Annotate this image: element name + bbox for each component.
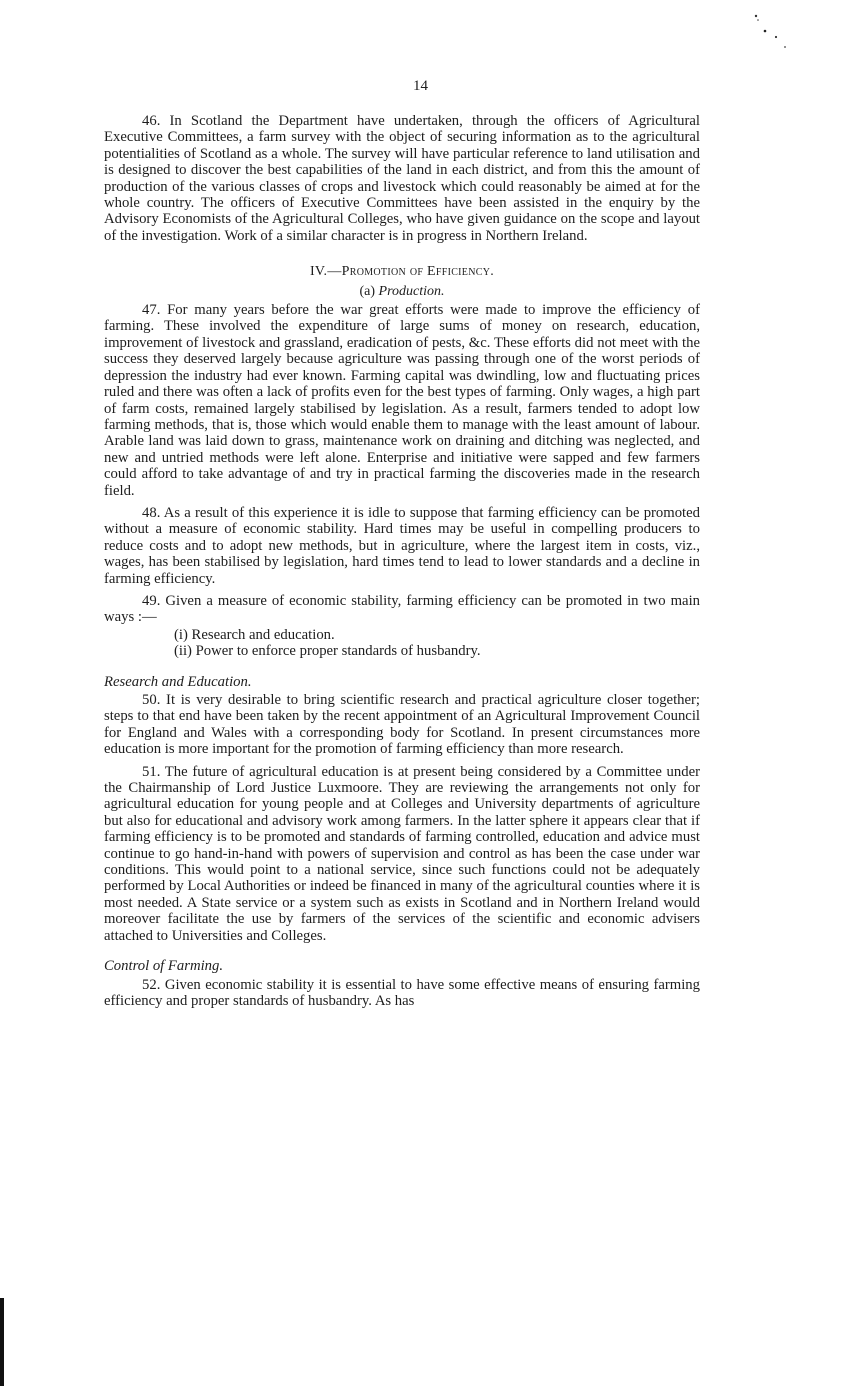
paragraph-52: 52. Given economic stability it is essential to have some effective means of ensuring farming efficiency and proper standards of husbandry. As has [104, 976, 700, 1009]
paragraph-47: 47. For many years before the war great efforts were made to improve the efficiency of farming. These involved the expenditure of large sums of money on research, education, improvement of livestock and grassland, eradication of pests, &c. These efforts did not meet with the success they deserved largely because agriculture was passing through one of the worst periods of depression the industry had ever known. Farming capital was dwindling, low and fluctuating prices ruled and there was often a lack of profits even for the best types of farming. Only wages, a high part of farm costs, remained largely stabilised by legislation. As a result, farmers tended to adopt low farming methods, that is, those which would enable them to manage with the least amount of labour. Arable land was laid down to grass, maintenance work on draining and ditching was neglected, and new and untried methods were left alone. Enterprise and initiative were sapped and few farmers could afford to take advantage of and try in practical farming the discoveries made in the research field. [104, 302, 700, 499]
scan-specks [752, 12, 792, 52]
section-heading-prefix: IV.— [309, 264, 342, 280]
page-number: 14 [413, 78, 428, 94]
section-heading-title: Promotion of Efficiency. [341, 264, 495, 280]
body-text [104, 113, 700, 1015]
ways-list [174, 627, 700, 660]
sub-heading [104, 284, 700, 300]
list-item: (i) Research and education. [174, 626, 335, 643]
section-heading [104, 264, 700, 280]
side-heading-control: Control of Farming. [104, 958, 224, 975]
paragraph-50: 50. It is very desirable to bring scientific research and practical agriculture closer together; steps to that end have been taken by the recent appointment of an Agricultural Improvement Council for England and Wales with a corresponding body for Scotland. In present circumstances more education is more important for the promotion of farming efficiency than more research. [104, 692, 700, 758]
paragraph-49: 49. Given a measure of economic stability, farming efficiency can be promoted in two main ways :— [104, 592, 700, 626]
side-heading-research: Research and Education. [104, 673, 252, 690]
paragraph-48: 48. As a result of this experience it is idle to suppose that farming efficiency can be promoted without a measure of economic stability. Hard times may be useful in compelling producers to reduce costs and to adopt new methods, but in agriculture, where the largest item in costs, viz., wages, has been stabilised by legislation, hard times tend to lead to lower standards and a decline in farming efficiency. [104, 504, 700, 587]
scan-edge-mark [0, 1298, 4, 1386]
paragraph-51: 51. The future of agricultural education is at present being considered by a Committee under the Chairmanship of Lord Justice Luxmoore. They are reviewing the arrangements not only for agricultural education for young people and at Colleges and University departments of agriculture but also for educational and advisory work among farmers. In the latter sphere it appears clear that if farming efficiency is to be promoted and standards of farming controlled, education and advice must continue to go hand-in-hand with powers of supervision and control as has been the case under war conditions. This would point to a national service, since such functions could not be adequately performed by Local Authorities or indeed be financed in many of the agricultural counties where it is most needed. A State service or a system such as exists in Scotland and in Northern Ireland would moreover facilitate the use by farmers of the services of the scientific and economic advisers attached to Universities and Colleges. [104, 763, 700, 944]
paragraph-46: 46. In Scotland the Department have undertaken, through the officers of Agricultural Executive Committees, a farm survey with the object of securing information as to the agricultural potentialities of Scotland as a whole. The survey will have particular reference to land utilisation and is designed to discover the best capabilities of the land in each district, and from this the amount of production of the various classes of crops and livestock which could reasonably be aimed at for the whole country. The officers of Executive Committees have been assisted in the enquiry by the Advisory Economists of the Agricultural Colleges, who have given guidance on the scope and layout of the investigation. Work of a similar character is in progress in Northern Ireland. [104, 113, 700, 244]
list-item: (ii) Power to enforce proper standards of husbandry. [174, 643, 481, 660]
sub-heading-prefix: (a) [359, 283, 379, 299]
sub-heading-title: Production. [378, 283, 445, 299]
